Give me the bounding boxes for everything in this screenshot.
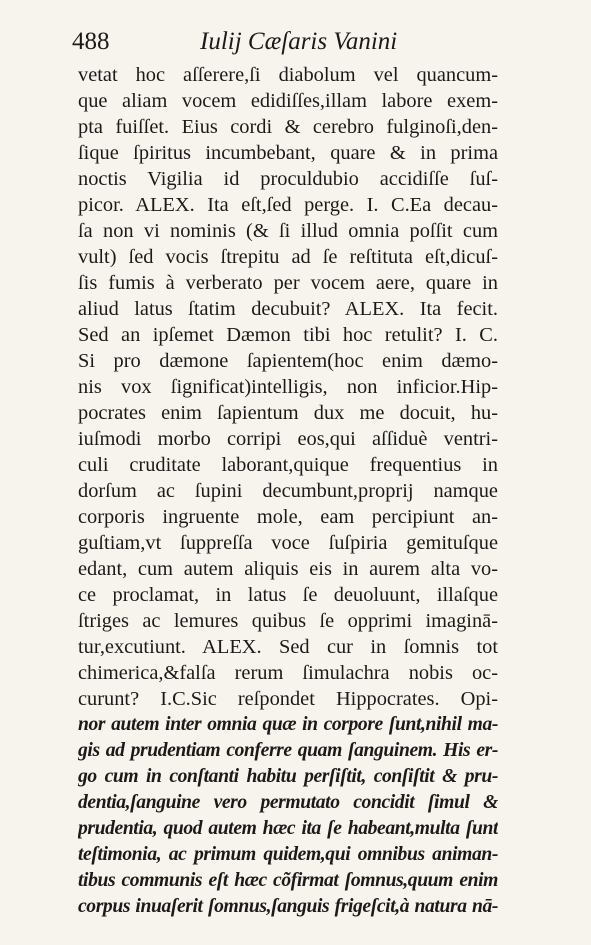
text-line: ſtriges ac lemures quibus ſe opprimi imaginā-: [78, 610, 498, 632]
page-header: [72, 28, 495, 62]
text-line: guſtiam,vt ſuppreſſa voce ſuſpiria gemituſque: [78, 532, 498, 554]
text-line: culi cruditate laborant,quique frequentius in: [78, 454, 498, 476]
text-line: que aliam vocem edidiſſes,illam labore exem-: [78, 90, 498, 112]
text-line: tur,excutiunt. ALEX. Sed cur in ſomnis tot: [78, 636, 498, 658]
text-line: nor autem inter omnia quæ in corpore ſunt,nihil ma-: [78, 714, 498, 735]
text-line: Si pro dæmone ſapientem(hoc enim dæmo-: [78, 350, 498, 372]
text-line: pta fuiſſet. Eius cordi & cerebro fulginoſi,den-: [78, 116, 498, 138]
text-line: picor. ALEX. Ita eſt,ſed perge. I. C.Ea decau-: [78, 194, 498, 216]
text-line: prudentia, quod autem hæc ita ſe habeant,multa ſunt: [78, 818, 498, 839]
text-line: teſtimonia, ac primum quidem,qui omnibus animan-: [78, 844, 498, 865]
text-line: corpus inuaſerit ſomnus,ſanguis frigeſcit,à natura nā-: [78, 896, 498, 917]
running-title: Iulij Cæſaris Vanini: [200, 28, 398, 55]
text-line: ſa non vi nominis (& ſi illud omnia poſſit cum: [78, 220, 498, 242]
text-line: curunt? I.C.Sic reſpondet Hippocrates. Opi-: [78, 688, 498, 710]
text-line: pocrates enim ſapientum dux me docuit, hu-: [78, 402, 498, 424]
text-line: Sed an ipſemet Dæmon tibi hoc retulit? I. C.: [78, 324, 498, 346]
text-line: gis ad prudentiam conferre quam ſanguinem. His er-: [78, 740, 498, 761]
text-line: chimerica,&falſa rerum ſimulachra nobis oc-: [78, 662, 498, 684]
text-line: ce proclamat, in latus ſe deuoluunt, illaſque: [78, 584, 498, 606]
text-body: [78, 62, 498, 920]
text-line: corporis ingruente mole, eam percipiunt an-: [78, 506, 498, 528]
text-line: tibus communis eſt hæc cõfirmat ſomnus,quum enim: [78, 870, 498, 891]
text-line: noctis Vigilia id proculdubio accidiſſe ſuſ-: [78, 168, 498, 190]
page-number: 488: [72, 28, 110, 55]
text-line: aliud latus ſtatim decubuit? ALEX. Ita fecit.: [78, 298, 498, 320]
text-line: edant, cum autem aliquis eis in aurem alta vo-: [78, 558, 498, 580]
text-line: dorſum ac ſupini decumbunt,proprij namque: [78, 480, 498, 502]
text-line: ſis fumis à verberato per vocem aere, quare in: [78, 272, 498, 294]
text-line: vetat hoc aſſerere,ſi diabolum vel quancum-: [78, 64, 498, 86]
text-line: ſique ſpiritus incumbebant, quare & in prima: [78, 142, 498, 164]
text-line: nis vox ſignificat)intelligis, non inficior.Hip-: [78, 376, 498, 398]
text-line: iuſmodi morbo corripi eos,qui aſſiduè ventri-: [78, 428, 498, 450]
text-line: go cum in conſtanti habitu perſiſtit, conſiſtit & pru-: [78, 766, 498, 787]
text-line: vult) ſed vocis ſtrepitu ad ſe reſtituta eſt,dicuſ-: [78, 246, 498, 268]
text-line: dentia,ſanguine vero permutato concidit ſimul &: [78, 792, 498, 813]
